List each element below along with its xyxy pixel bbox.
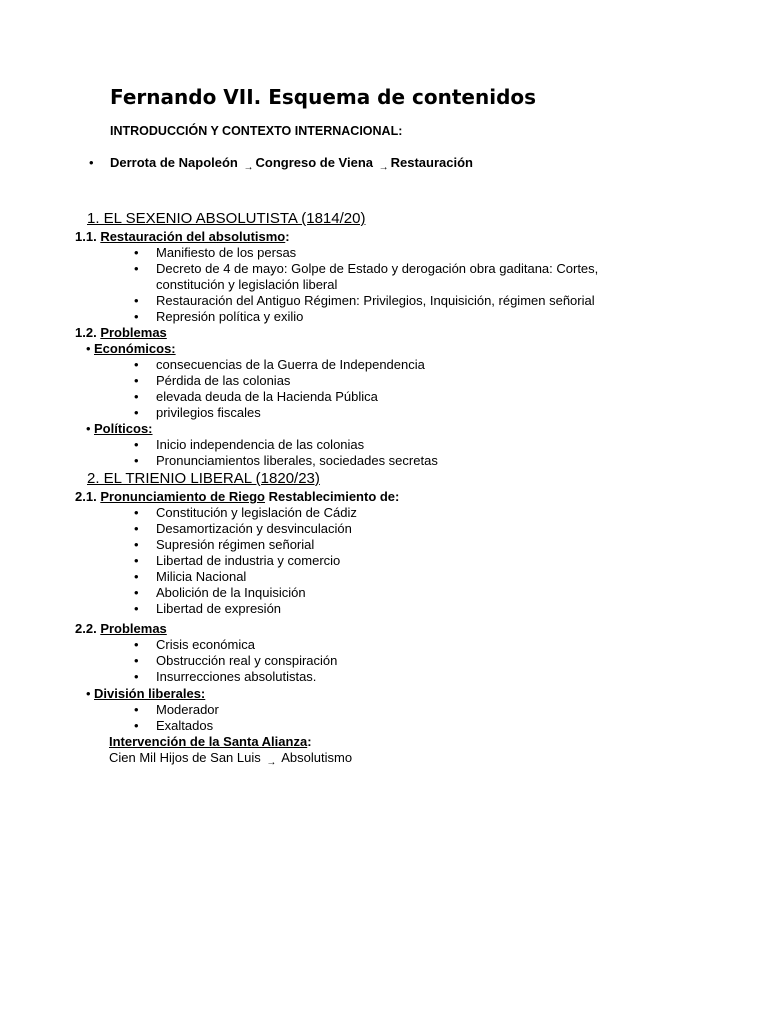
subsection-heading <box>75 621 167 636</box>
intro-chain <box>110 155 473 173</box>
bullet: • <box>134 261 139 276</box>
list-item: Pérdida de las colonias <box>156 373 291 388</box>
list-item: Restauración del Antiguo Régimen: Privilegios, Inquisición, régimen señorial <box>156 293 595 308</box>
list-item: Abolición de la Inquisición <box>156 585 306 600</box>
category-label: División liberales: <box>94 686 206 701</box>
list-item: Decreto de 4 de mayo: Golpe de Estado y derogación obra gaditana: Cortes, <box>156 261 599 276</box>
bullet: • <box>134 405 139 420</box>
subsection-number: 1.1. <box>75 229 97 244</box>
list-item: Supresión régimen señorial <box>156 537 315 552</box>
list-item: Represión política y exilio <box>156 309 304 324</box>
list-item: Crisis económica <box>156 637 255 652</box>
alianza-line-end: Absolutismo <box>281 750 353 765</box>
arrow-right-icon: → <box>378 162 389 173</box>
list-item: Libertad de expresión <box>156 601 282 616</box>
bullet: • <box>134 521 139 536</box>
subsection-heading <box>75 489 399 504</box>
section-heading: 2. EL TRIENIO LIBERAL (1820/23) <box>87 470 320 487</box>
subsection-label: Restauración del absolutismo <box>100 229 286 244</box>
bullet: • <box>134 585 139 600</box>
bullet: • <box>134 718 139 733</box>
arrow-right-icon: → <box>266 757 277 768</box>
bullet: • <box>134 637 139 652</box>
bullet: • <box>134 653 139 668</box>
intro-heading: INTRODUCCIÓN Y CONTEXTO INTERNACIONAL: <box>110 124 403 138</box>
arrow-right-icon: → <box>243 162 254 173</box>
bullet: • <box>134 702 139 717</box>
alianza-line <box>109 750 352 768</box>
alianza-label: Intervención de la Santa Alianza <box>109 734 308 749</box>
document-title: Fernando VII. Esquema de contenidos <box>110 85 537 109</box>
bullet: • <box>134 389 139 404</box>
bullet: • <box>134 437 139 452</box>
chain-item: Derrota de Napoleón <box>110 155 238 170</box>
subsection-number: 2.1. <box>75 489 97 504</box>
list-item: Moderador <box>156 702 219 717</box>
section-heading: 1. EL SEXENIO ABSOLUTISTA (1814/20) <box>87 210 366 227</box>
alianza-line-start: Cien Mil Hijos de San Luis <box>109 750 261 765</box>
list-item: Obstrucción real y conspiración <box>156 653 338 668</box>
chain-item: Congreso de Viena <box>255 155 373 170</box>
bullet: • <box>134 537 139 552</box>
subsection-heading <box>75 229 290 244</box>
subsection-number: 2.2. <box>75 621 97 636</box>
chain-item: Restauración <box>390 155 473 170</box>
alianza-heading <box>109 734 312 749</box>
list-item-continuation: constitución y legislación liberal <box>156 277 338 292</box>
bullet: • <box>134 669 139 684</box>
bullet: • <box>134 453 139 468</box>
bullet: • <box>134 505 139 520</box>
bullet: • <box>134 357 139 372</box>
bullet: • <box>86 421 91 436</box>
subsection-heading <box>75 325 167 340</box>
list-item: Desamortización y desvinculación <box>156 521 352 536</box>
subsection-suffix: Restablecimiento de: <box>265 489 400 504</box>
alianza-suffix: : <box>307 734 312 749</box>
list-item: privilegios fiscales <box>156 405 261 420</box>
list-item: Insurrecciones absolutistas. <box>156 669 317 684</box>
list-item: Libertad de industria y comercio <box>156 553 341 568</box>
bullet: • <box>134 309 139 324</box>
list-item: elevada deuda de la Hacienda Pública <box>156 389 378 404</box>
bullet: • <box>134 293 139 308</box>
bullet: • <box>134 553 139 568</box>
list-item: Manifiesto de los persas <box>156 245 297 260</box>
subsection-label: Pronunciamiento de Riego <box>100 489 265 504</box>
list-item: Pronunciamientos liberales, sociedades secretas <box>156 453 438 468</box>
list-item: Exaltados <box>156 718 214 733</box>
subsection-label: Problemas <box>100 325 167 340</box>
list-item: consecuencias de la Guerra de Independencia <box>156 357 425 372</box>
bullet: • <box>86 341 91 356</box>
subsection-suffix: : <box>285 229 290 244</box>
subsection-label: Problemas <box>100 621 167 636</box>
list-item: Inicio independencia de las colonias <box>156 437 365 452</box>
bullet: • <box>134 245 139 260</box>
list-item: Constitución y legislación de Cádiz <box>156 505 357 520</box>
bullet: • <box>86 686 91 701</box>
bullet: • <box>89 155 94 170</box>
list-item: Milicia Nacional <box>156 569 247 584</box>
category-label: Políticos: <box>94 421 153 436</box>
category-label: Económicos: <box>94 341 176 356</box>
bullet: • <box>134 569 139 584</box>
subsection-number: 1.2. <box>75 325 97 340</box>
bullet: • <box>134 373 139 388</box>
bullet: • <box>134 601 139 616</box>
